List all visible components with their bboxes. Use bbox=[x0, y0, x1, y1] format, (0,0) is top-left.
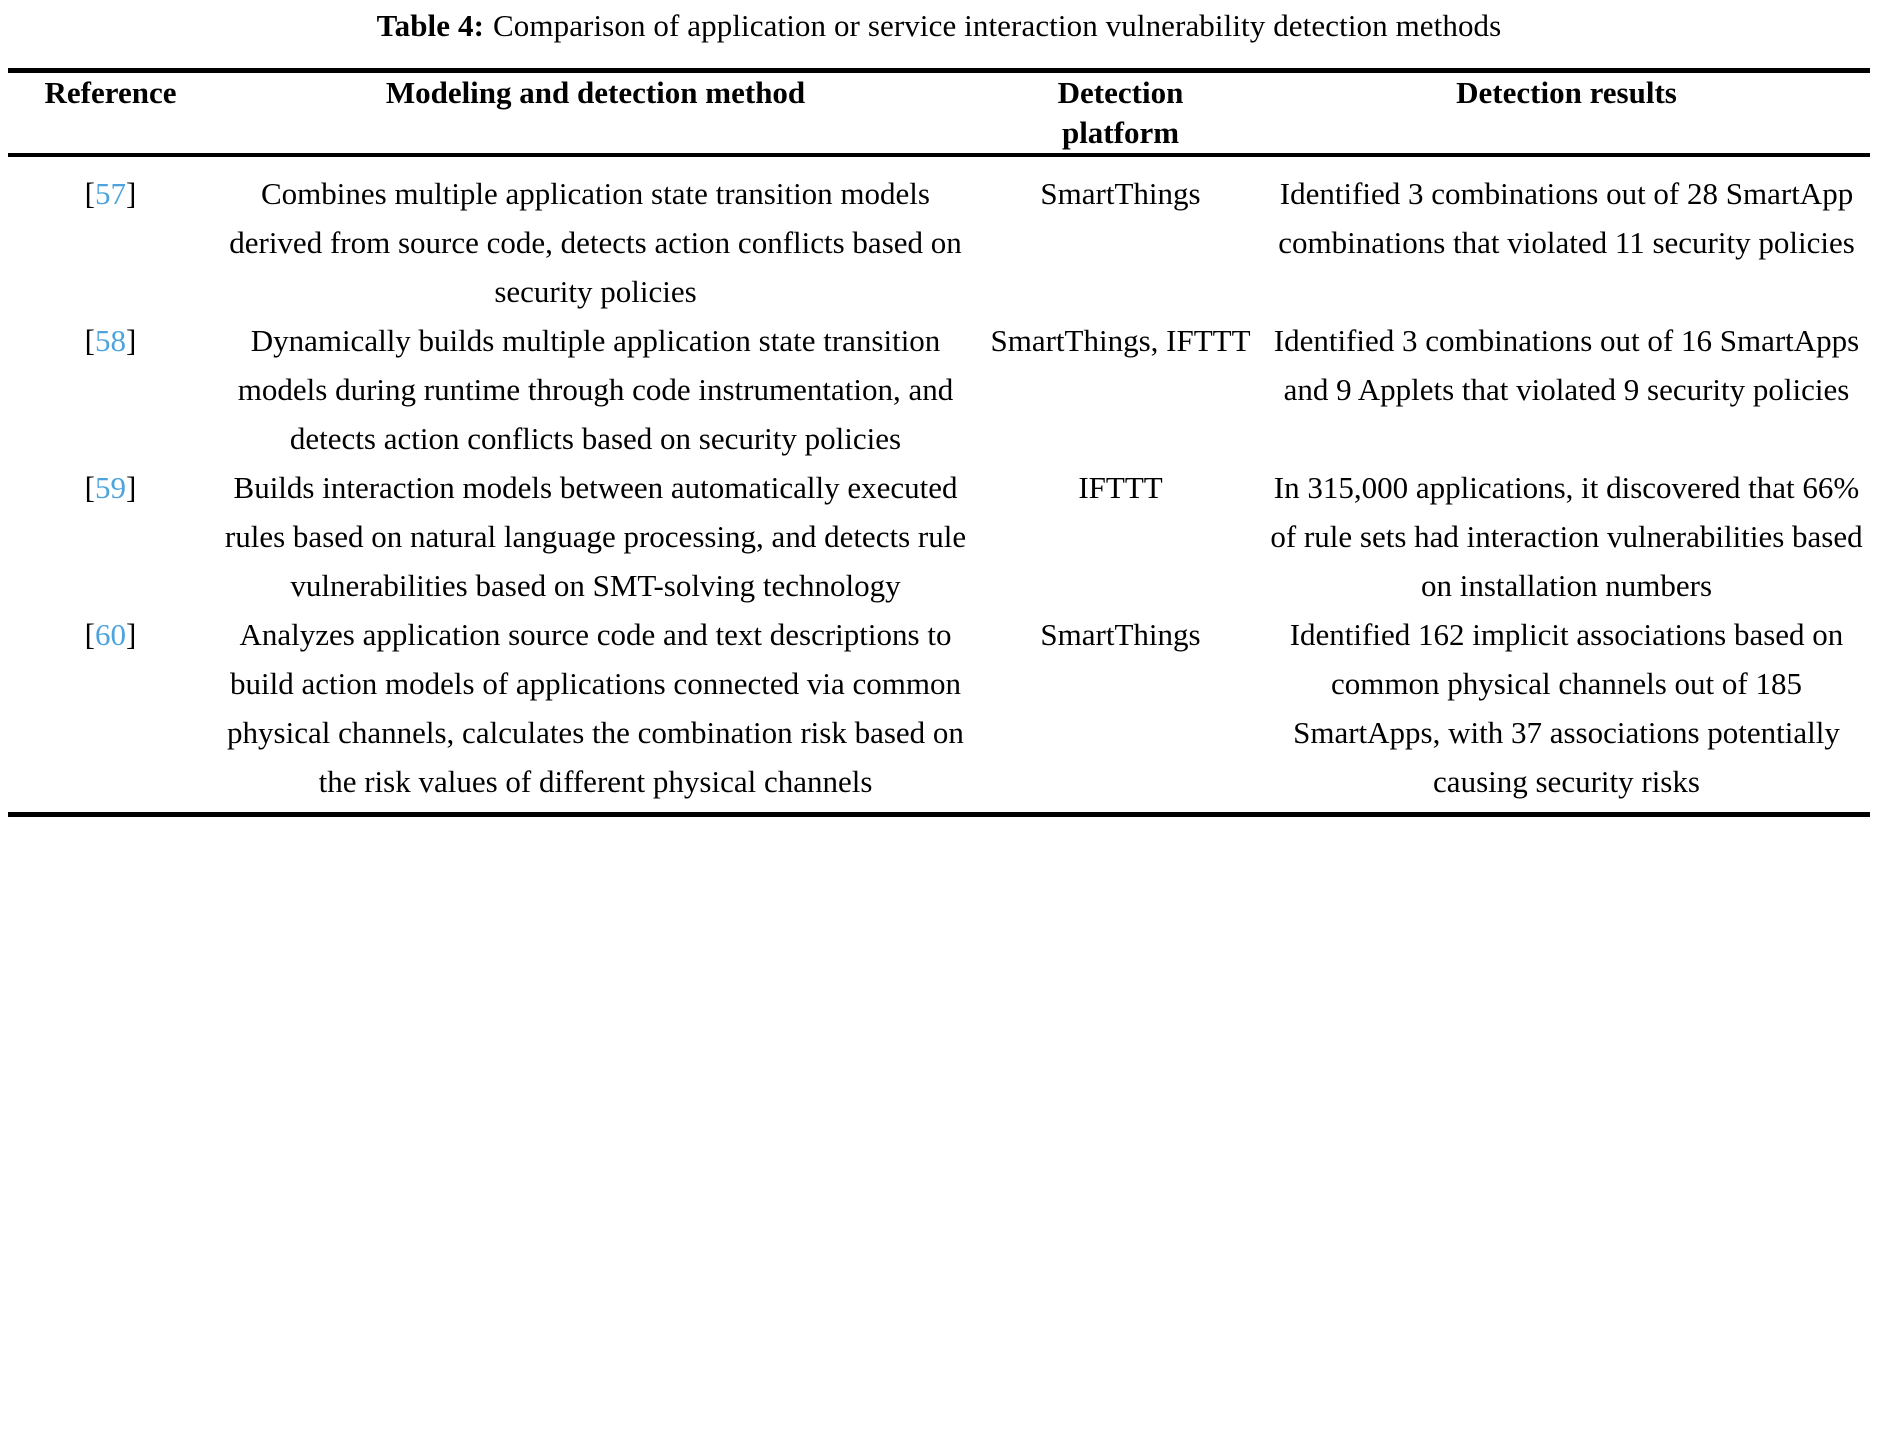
reference-bracket-close: ] bbox=[126, 617, 137, 652]
cell-reference bbox=[8, 610, 213, 806]
reference-bracket-close: ] bbox=[126, 470, 137, 505]
column-header-method: Modeling and detection method bbox=[385, 75, 806, 110]
reference-bracket-open: [ bbox=[84, 176, 95, 211]
reference-link[interactable]: 57 bbox=[95, 176, 126, 211]
cell-method: Analyzes application source code and text descriptions to build action models of applications connected via common physical channels, calculates the combination risk based on the risk values of different physical channels bbox=[227, 617, 964, 799]
column-header-platform-line1: Detection bbox=[1057, 75, 1184, 110]
cell-platform: SmartThings bbox=[1040, 617, 1201, 652]
reference-bracket-open: [ bbox=[84, 470, 95, 505]
cell-method: Dynamically builds multiple application state transition models during runtime through code instrumentation, and detects action conflicts based on security policies bbox=[237, 323, 954, 456]
reference-bracket-close: ] bbox=[126, 323, 137, 358]
column-header-results: Detection results bbox=[1456, 75, 1677, 110]
table-row bbox=[8, 463, 1870, 610]
caption-label: Table 4: bbox=[376, 8, 484, 43]
comparison-table-body bbox=[8, 157, 1870, 812]
cell-reference bbox=[8, 316, 213, 463]
column-header-reference: Reference bbox=[44, 75, 177, 110]
comparison-table bbox=[8, 73, 1870, 153]
reference-link[interactable]: 58 bbox=[95, 323, 126, 358]
table-row bbox=[8, 316, 1870, 463]
reference-bracket-open: [ bbox=[84, 323, 95, 358]
cell-method: Combines multiple application state transition models derived from source code, detects action conflicts based on security policies bbox=[229, 176, 962, 309]
table-header-row bbox=[8, 73, 1870, 153]
table-bottom-rule bbox=[8, 812, 1870, 817]
table-row bbox=[8, 157, 1870, 316]
column-header-platform-line2: platform bbox=[1061, 115, 1180, 150]
cell-platform: SmartThings, IFTTT bbox=[990, 323, 1251, 358]
cell-platform: SmartThings bbox=[1040, 176, 1201, 211]
table-row bbox=[8, 610, 1870, 806]
cell-reference bbox=[8, 157, 213, 316]
table-caption bbox=[8, 0, 1870, 56]
reference-link[interactable]: 59 bbox=[95, 470, 126, 505]
reference-bracket-close: ] bbox=[126, 176, 137, 211]
caption-text: Comparison of application or service interaction vulnerability detection methods bbox=[493, 8, 1502, 43]
cell-results: Identified 3 combinations out of 16 SmartApps and 9 Applets that violated 9 security policies bbox=[1273, 323, 1860, 407]
cell-reference bbox=[8, 463, 213, 610]
cell-results: Identified 162 implicit associations based on common physical channels out of 185 SmartApps, with 37 associations potentially causing security risks bbox=[1289, 617, 1844, 799]
cell-results: Identified 3 combinations out of 28 SmartApp combinations that violated 11 security policies bbox=[1278, 176, 1855, 260]
reference-bracket-open: [ bbox=[84, 617, 95, 652]
cell-platform: IFTTT bbox=[1078, 470, 1163, 505]
column-header-platform bbox=[978, 73, 1263, 153]
cell-results: In 315,000 applications, it discovered that 66% of rule sets had interaction vulnerabilities based on installation numbers bbox=[1270, 470, 1863, 603]
reference-link[interactable]: 60 bbox=[95, 617, 126, 652]
cell-method: Builds interaction models between automatically executed rules based on natural language processing, and detects rule vulnerabilities based on SMT-solving technology bbox=[224, 470, 967, 603]
